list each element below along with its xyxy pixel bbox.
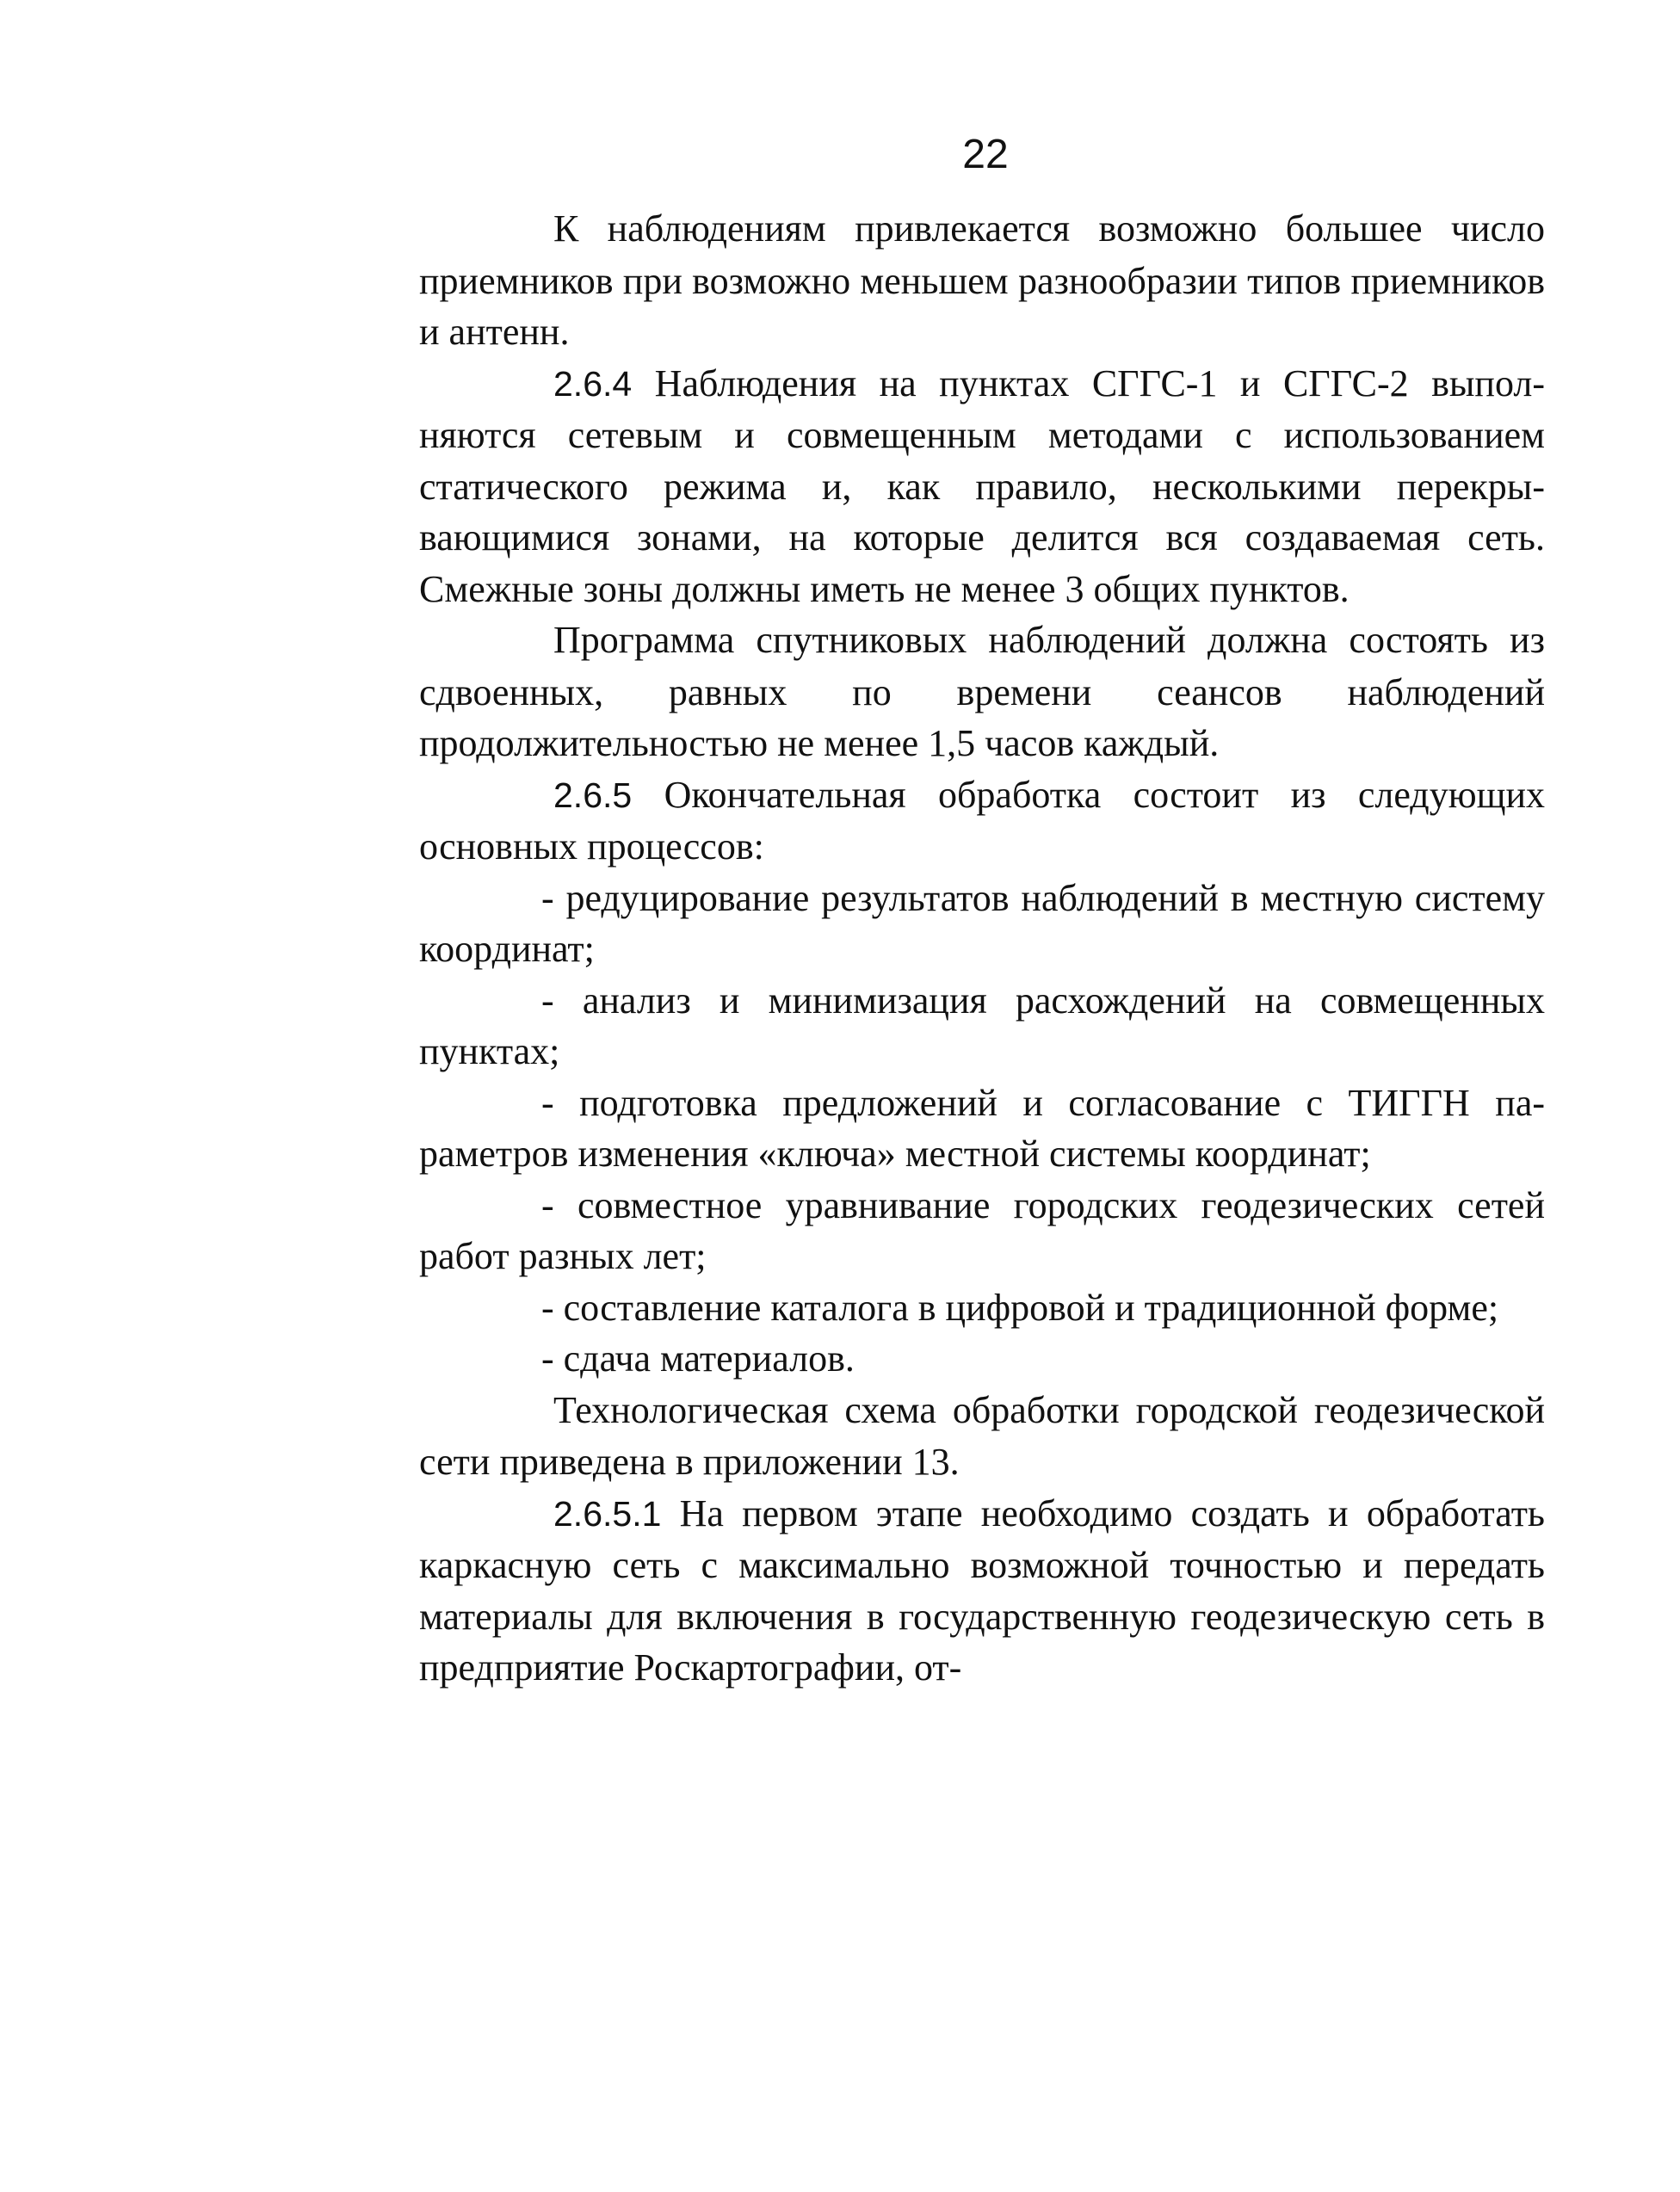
paragraph-program <box>419 614 1545 769</box>
list-item: - сдача материалов. <box>541 1337 855 1380</box>
paragraph-text: К наблюдениям привлекается возможно большее число приемников при возможно меньшем разнообразии типов приемников и антенн. <box>419 207 1545 353</box>
paragraph-text: Программа спутниковых наблюдений должна состоять из сдвоенных, равных по времени сеансов наблюдений продолжительностью не менее 1,5 часов каждый. <box>419 619 1545 764</box>
list-item: - подготовка предложений и согласование с ТИГГН параметров изменения «ключа» местной системы координат; <box>419 1081 1545 1175</box>
paragraph-text: Технологическая схема обработки городской геодезической сети приведена в приложении 13. <box>419 1388 1545 1483</box>
list-item: - анализ и минимизация расхождений на совмещенных пунктах; <box>419 979 1545 1072</box>
paragraph-2-6-5 <box>419 769 1545 873</box>
paragraph-text: На первом этапе необходимо создать и обработать каркасную сеть с максимально возможной точностью и передать материалы для включения в государственную геодезическую сеть в предприятие Роскартографии, от- <box>419 1491 1545 1689</box>
paragraph-2-6-5-1 <box>419 1488 1545 1694</box>
page-number: 22 <box>962 132 1009 177</box>
paragraph-observers <box>419 203 1545 358</box>
paragraph-text: Наблюдения на пунктах СГГС-1 и СГГС-2 выполняются сетевым и совмещенным методами с использованием статического режима и, как правило, несколькими перекрывающимися зонами, на которые делится вся создаваемая сеть. Смежные зоны должны иметь не менее 3 общих пунктов. <box>419 361 1545 610</box>
list-item: - составление каталога в цифровой и традиционной форме; <box>541 1286 1499 1329</box>
paragraph-2-6-4 <box>419 358 1545 615</box>
list-item: - совместное уравнивание городских геодезических сетей работ разных лет; <box>419 1183 1545 1277</box>
document-body <box>419 203 1545 1694</box>
list-item: - редуцирование результатов наблюдений в местную систему координат; <box>419 876 1545 970</box>
section-number: 2.6.4 <box>553 363 633 404</box>
paragraph-scheme <box>419 1385 1545 1488</box>
section-number: 2.6.5.1 <box>553 1493 662 1534</box>
section-number: 2.6.5 <box>553 775 633 815</box>
paragraph-text: Окончательная обработка состоит из следующих основных процессов: <box>419 773 1545 868</box>
